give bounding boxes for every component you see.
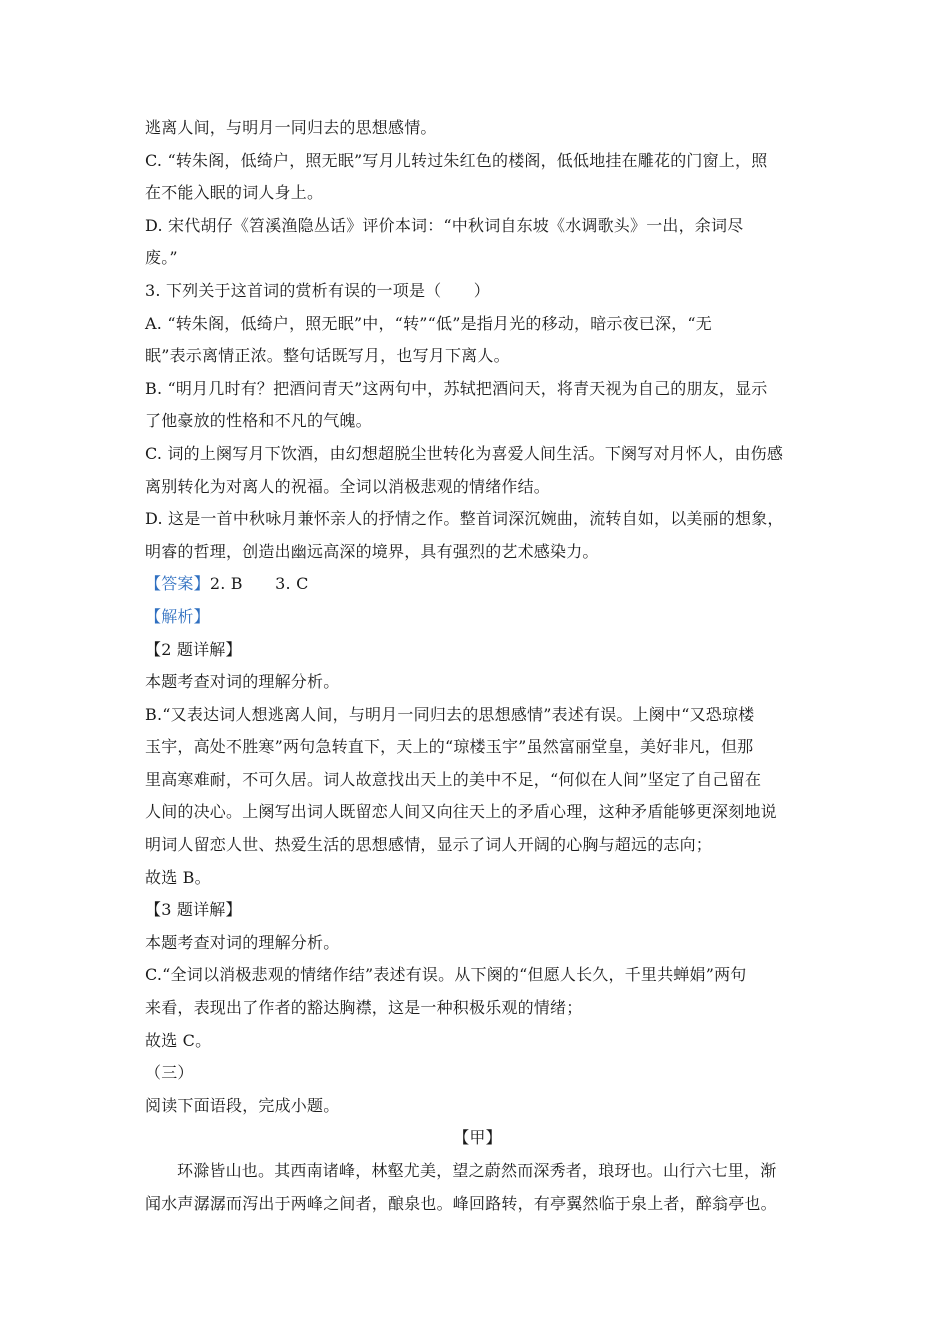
text-line: C.“全词以消极悲观的情绪作结”表述有误。从下阕的“但愿人长久，千里共蝉娟”两句 — [145, 965, 747, 985]
option-d: D. 这是一首中秋咏月兼怀亲人的抒情之作。整首词深沉婉曲，流转自如，以美丽的想象， — [145, 509, 784, 529]
text-line: 故选 B。 — [145, 867, 211, 887]
text-line: 本题考查对词的理解分析。 — [145, 672, 340, 692]
text-line: 里高寒难耐，不可久居。词人故意找出天上的美中不足，“何似在人间”坚定了自己留在 — [145, 769, 762, 789]
text-line: C. “转朱阁，低绮户，照无眠”写月儿转过朱红色的楼阁，低低地挂在雕花的门窗上，照 — [145, 150, 768, 170]
text-line: 废。” — [145, 248, 178, 268]
text-line: 离别转化为对离人的祝福。全词以消极悲观的情绪作结。 — [145, 476, 551, 496]
text-line: D. 宋代胡仔《笤溪渔隐丛话》评价本词：“中秋词自东坡《水调歌头》一出，余词尽 — [145, 215, 744, 235]
answer-text: 2. B 3. C — [209, 574, 309, 594]
text-line: 人间的决心。上阕写出词人既留恋人间又向往天上的矛盾心理，这种矛盾能够更深刻地说 — [145, 802, 777, 822]
passage-line: 环滁皆山也。其西南诸峰，林壑尤美，望之蔚然而深秀者，琅玡也。山行六七里，渐 — [177, 1161, 777, 1180]
text-line: 来看，表现出了作者的豁达胸襟，这是一种积极乐观的情绪； — [145, 998, 583, 1018]
text-line: 明睿的哲理，创造出幽远高深的境界，具有强烈的艺术感染力。 — [145, 541, 599, 561]
text-line: 本题考查对词的理解分析。 — [145, 932, 340, 952]
section-heading-q3: 【3 题详解】 — [145, 900, 242, 920]
text-line: 故选 C。 — [145, 1030, 212, 1050]
text-line: 明词人留恋人世、热爱生活的思想感情，显示了词人开阔的心胸与超远的志向； — [145, 835, 713, 855]
section-heading-q2: 【2 题详解】 — [145, 639, 242, 659]
text-line: 逃离人间，与明月一同归去的思想感情。 — [145, 118, 437, 137]
answer-line — [145, 568, 810, 601]
option-b: B. “明月几时有？把酒问青天”这两句中，苏轼把酒问天，将青天视为自己的朋友，显示 — [145, 378, 768, 398]
text-line: 玉宇，高处不胜寒”两句急转直下，天上的“琼楼玉宇”虽然富丽堂皇，美好非凡，但那 — [145, 737, 754, 757]
part-number: （三） — [145, 1063, 194, 1083]
analysis-label: 【解析】 — [145, 606, 210, 626]
text-line: 了他豪放的性格和不凡的气魄。 — [145, 411, 372, 431]
text-line: 眠”表示离情正浓。整句话既写月，也写月下离人。 — [145, 346, 510, 366]
question-3-stem: 3. 下列关于这首词的赏析有误的一项是（ ） — [145, 280, 490, 300]
reading-instruction: 阅读下面语段，完成小题。 — [145, 1095, 340, 1115]
passage-heading-jia: 【甲】 — [453, 1128, 502, 1148]
passage-line: 闻水声潺潺而泻出于两峰之间者，酿泉也。峰回路转，有亭翼然临于泉上者，醉翁亭也。 — [145, 1193, 777, 1213]
text-line: 在不能入眠的词人身上。 — [145, 183, 324, 203]
text-line: B.“又表达词人想逃离人间，与明月一同归去的思想感情”表述有误。上阕中“又恐琼楼 — [145, 704, 755, 724]
answer-label: 【答案】 — [145, 574, 210, 594]
document-page — [145, 112, 810, 1220]
option-a: A. “转朱阁，低绮户，照无眠”中，“转”“低”是指月光的移动，暗示夜已深，“无 — [145, 313, 712, 333]
option-c: C. 词的上阕写月下饮酒，由幻想超脱尘世转化为喜爱人间生活。下阕写对月怀人，由伤感 — [145, 443, 784, 463]
